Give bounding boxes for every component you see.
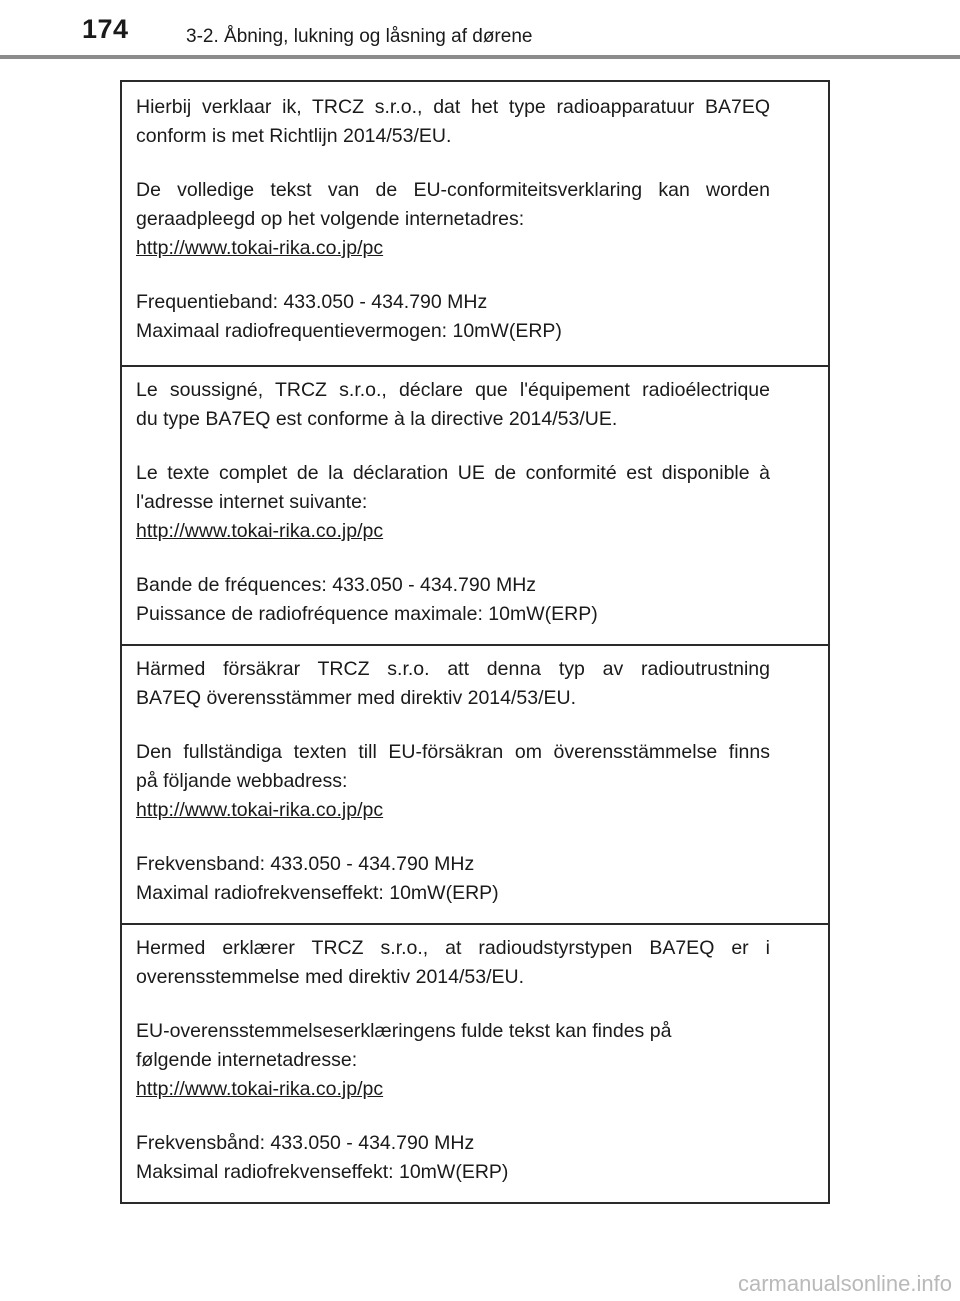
section-title: 3-2. Åbning, lukning og låsning af dørene bbox=[186, 26, 533, 47]
declarations-box bbox=[120, 80, 830, 1204]
max-power: Maximaal radiofrequentievermogen: 10mW(ERP) bbox=[136, 320, 562, 342]
fulltext-line: Den fullständiga texten till EU-försäkran om överensstämmelse finns bbox=[136, 741, 770, 763]
watermark: carmanualsonline.info bbox=[737, 1271, 952, 1296]
declaration-url-link[interactable]: http://www.tokai-rika.co.jp/pc bbox=[136, 237, 384, 259]
fulltext-line: følgende internetadresse: bbox=[136, 1049, 358, 1071]
fulltext-line: geraadpleegd op het volgende internetadres: bbox=[136, 208, 525, 230]
declaration-block-french bbox=[122, 365, 828, 644]
frequency-band: Frequentieband: 433.050 - 434.790 MHz bbox=[136, 291, 488, 313]
frequency-band: Bande de fréquences: 433.050 - 434.790 MHz bbox=[136, 574, 537, 596]
max-power: Puissance de radiofréquence maximale: 10mW(ERP) bbox=[136, 603, 598, 625]
declaration-line: overensstemmelse med direktiv 2014/53/EU. bbox=[136, 966, 525, 988]
page-number: 174 bbox=[82, 14, 129, 44]
declaration-url-link[interactable]: http://www.tokai-rika.co.jp/pc bbox=[136, 799, 384, 821]
fulltext-line: EU-overensstemmelseserklæringens fulde tekst kan findes på bbox=[136, 1020, 672, 1042]
page-header bbox=[0, 0, 960, 62]
max-power: Maximal radiofrekvenseffekt: 10mW(ERP) bbox=[136, 882, 499, 904]
declaration-block-swedish bbox=[122, 644, 828, 923]
frequency-band: Frekvensband: 433.050 - 434.790 MHz bbox=[136, 853, 475, 875]
declaration-line: du type BA7EQ est conforme à la directive 2014/53/UE. bbox=[136, 408, 618, 430]
fulltext-line: Le texte complet de la déclaration UE de conformité est disponible à bbox=[136, 462, 770, 484]
fulltext-line: De volledige tekst van de EU-conformiteitsverklaring kan worden bbox=[136, 179, 770, 201]
max-power: Maksimal radiofrekvenseffekt: 10mW(ERP) bbox=[136, 1161, 509, 1183]
frequency-band: Frekvensbånd: 433.050 - 434.790 MHz bbox=[136, 1132, 475, 1154]
declaration-block-danish bbox=[122, 923, 828, 1202]
fulltext-line: l'adresse internet suivante: bbox=[136, 491, 368, 513]
fulltext-line: på följande webbadress: bbox=[136, 770, 348, 792]
declaration-line: Härmed försäkrar TRCZ s.r.o. att denna typ av radioutrustning bbox=[136, 658, 770, 680]
declaration-url-link[interactable]: http://www.tokai-rika.co.jp/pc bbox=[136, 1078, 384, 1100]
declaration-line: Hierbij verklaar ik, TRCZ s.r.o., dat het type radioapparatuur BA7EQ bbox=[136, 96, 770, 118]
declaration-line: BA7EQ överensstämmer med direktiv 2014/53/EU. bbox=[136, 687, 577, 709]
declaration-line: conform is met Richtlijn 2014/53/EU. bbox=[136, 125, 452, 147]
declaration-block-dutch bbox=[122, 82, 828, 365]
header-divider bbox=[0, 55, 960, 59]
declaration-line: Le soussigné, TRCZ s.r.o., déclare que l'équipement radioélectrique bbox=[136, 379, 770, 401]
declaration-line: Hermed erklærer TRCZ s.r.o., at radioudstyrstypen BA7EQ er i bbox=[136, 937, 770, 959]
declaration-url-link[interactable]: http://www.tokai-rika.co.jp/pc bbox=[136, 520, 384, 542]
